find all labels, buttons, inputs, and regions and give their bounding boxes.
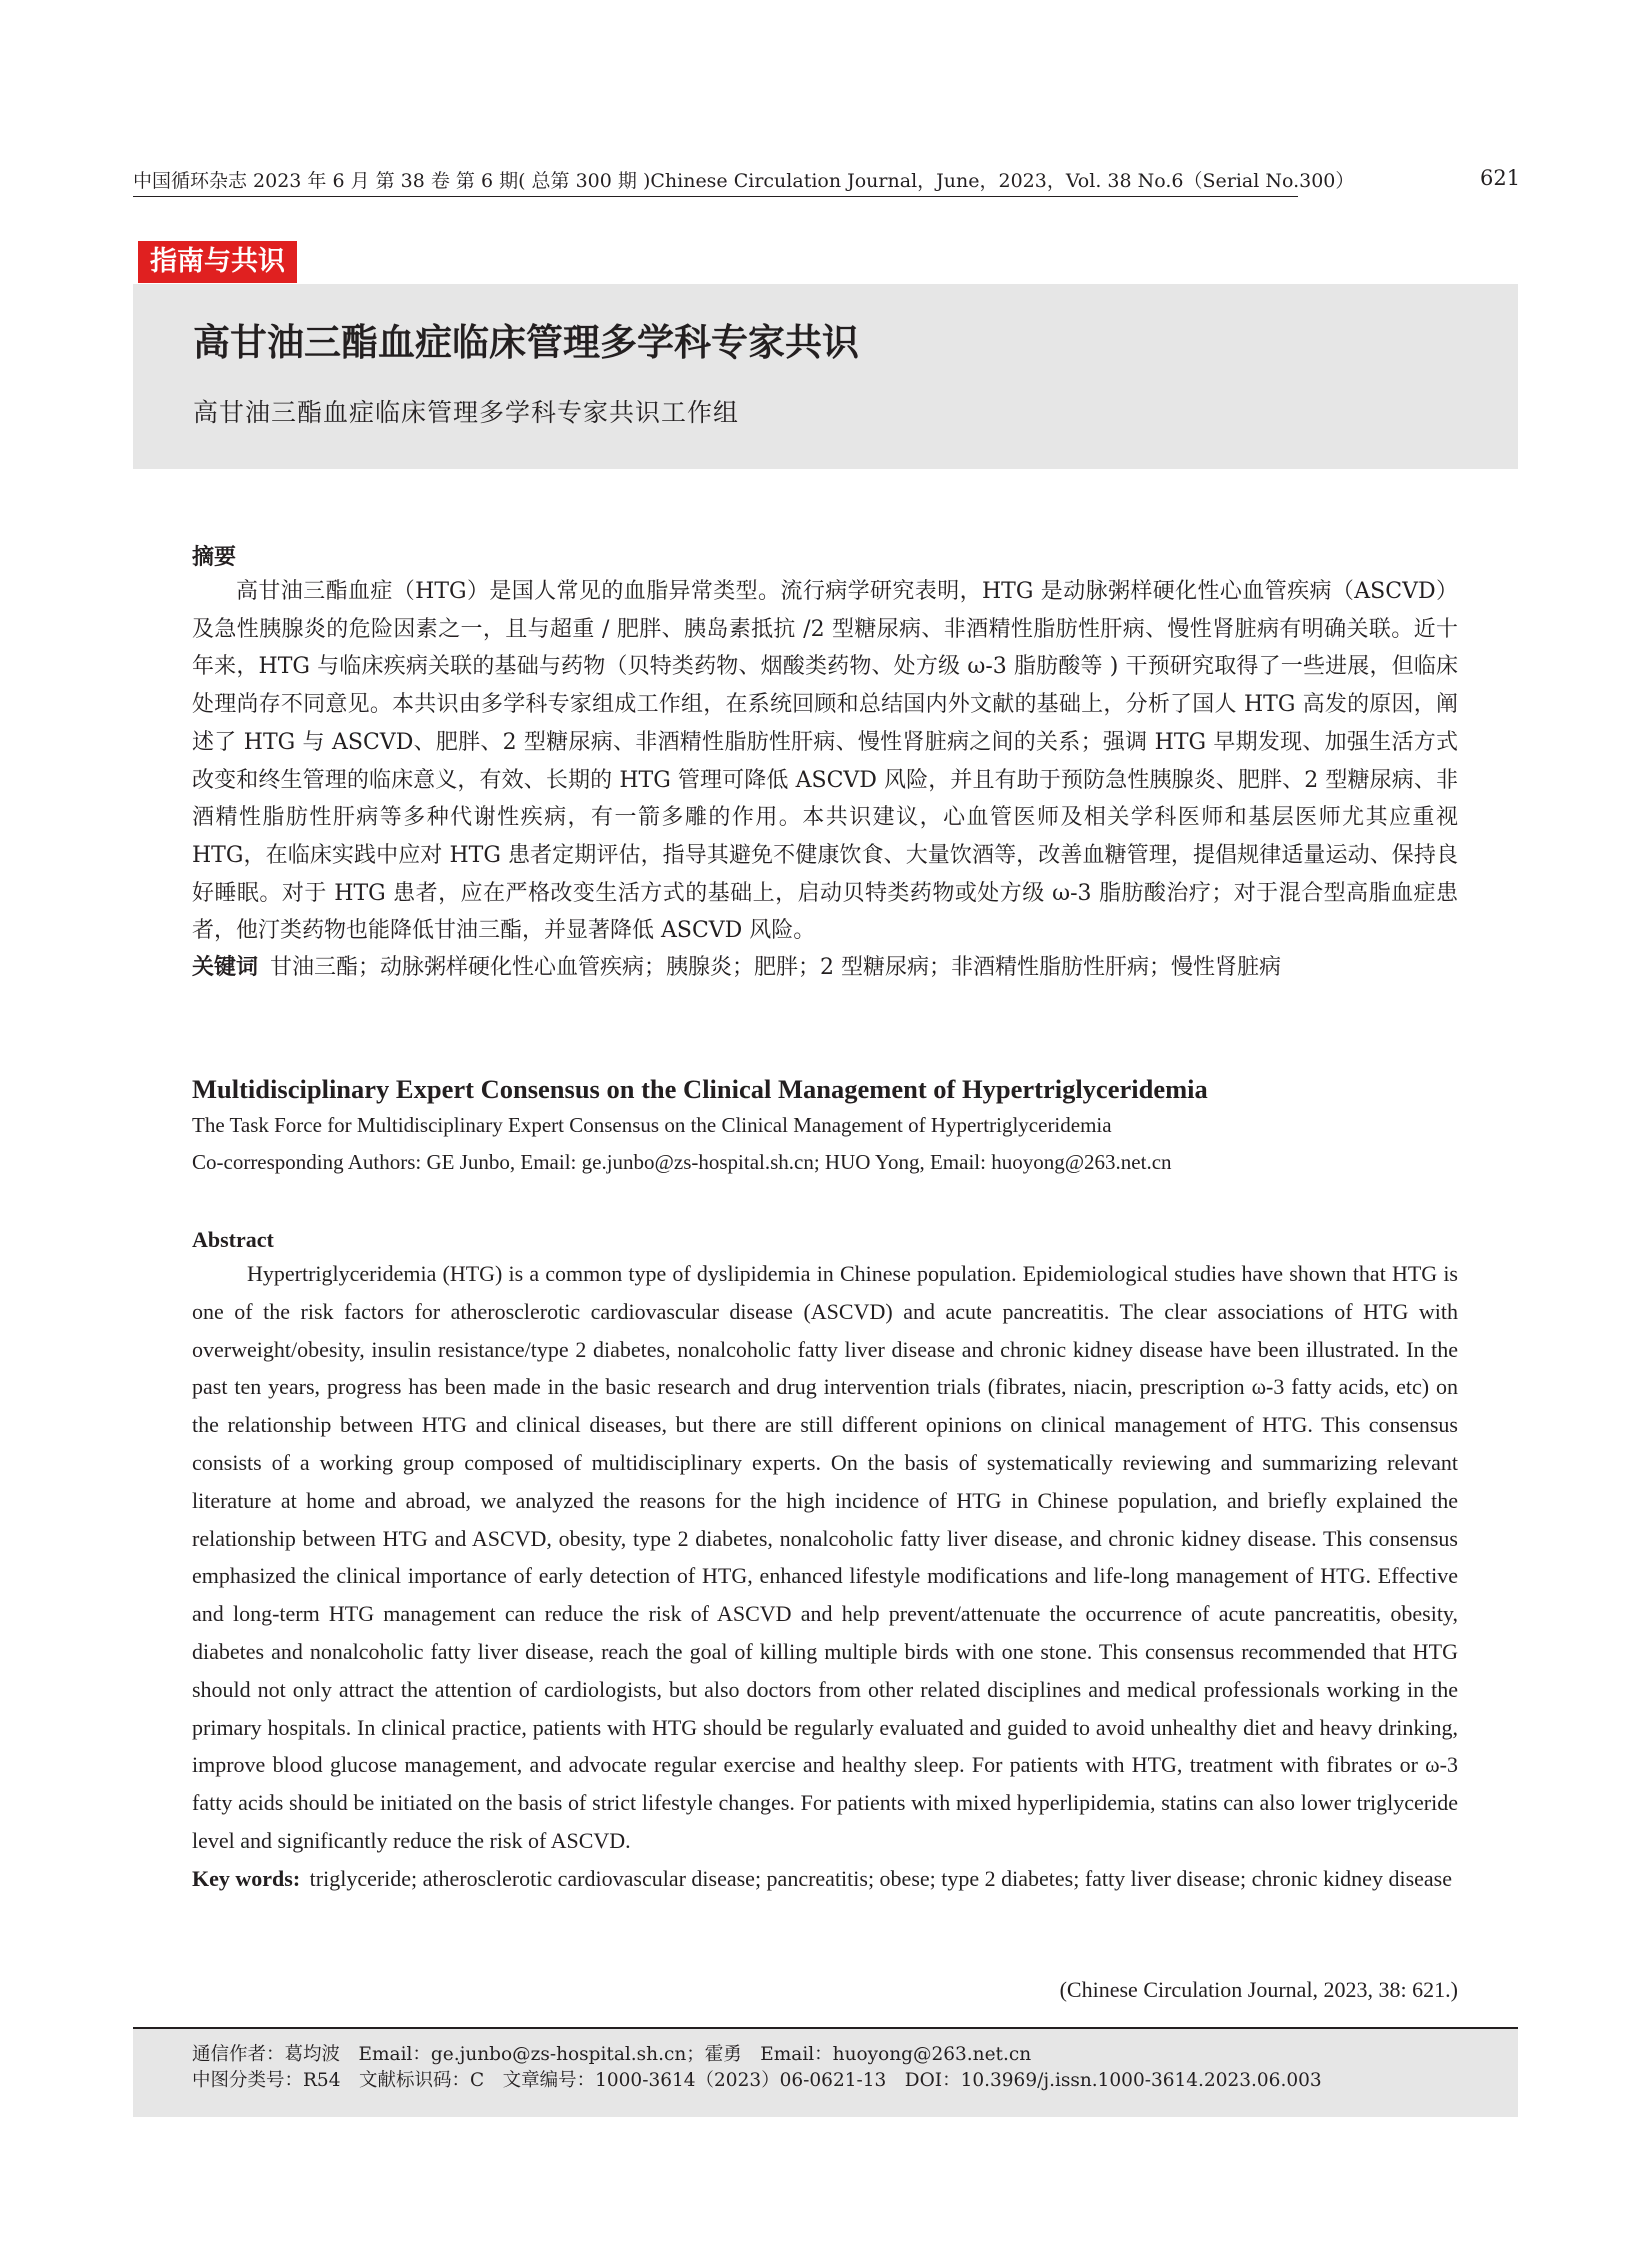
running-head: 中国循环杂志 2023 年 6 月 第 38 卷 第 6 期( 总第 300 期 )Chinese Circulation Journal，June，2023，Vol. 38 No.6（Serial No.300） [133, 168, 1298, 197]
article-title-cn: 高甘油三酯血症临床管理多学科专家共识 [193, 321, 859, 364]
abstract-en-text: Hypertriglyceridemia (HTG) is a common type of dyslipidemia in Chinese population. Epidemiological studies have shown that HTG is one of the risk factors for atherosclerotic cardiovascular disease (ASCVD) and acute pancreatitis. The clear associations of HTG with overweight/obesity, insulin resistance/type 2 diabetes, nonalcoholic fatty liver disease and chronic kidney disease have been illustrated. In the past ten years, progress has been made in the basic research and drug intervention trials (fibrates, niacin, prescription ω-3 fatty acids, etc) on the relationship between HTG and clinical diseases, but there are still different opinions on clinical management of HTG. This consensus consists of a working group composed of multidisciplinary experts. On the basis of systematically reviewing and summarizing relevant literature at home and abroad, we analyzed the reasons for the high incidence of HTG in Chinese population, and briefly explained the relationship between HTG and ASCVD, obesity, type 2 diabetes, nonalcoholic fatty liver disease, and chronic kidney disease. This consensus emphasized the clinical importance of early detection of HTG, enhanced lifestyle modifications and life-long management of HTG. Effective and long-term HTG management can reduce the risk of ASCVD and help prevent/attenuate the occurrence of acute pancreatitis, obesity, diabetes and nonalcoholic fatty liver disease, reach the goal of killing multiple birds with one stone. This consensus recommended that HTG should not only attract the attention of cardiologists, but also doctors from other related disciplines and medical professionals working in the primary hospitals. In clinical practice, patients with HTG should be regularly evaluated and guided to avoid unhealthy diet and heavy drinking, improve blood glucose management, and advocate regular exercise and healthy sleep. For patients with HTG, treatment with fibrates or ω-3 fatty acids should be initiated on the basis of strict lifestyle changes. For patients with mixed hyperlipidemia, statins can also lower triglyceride level and significantly reduce the risk of ASCVD. [192, 1261, 1458, 1853]
keywords-en-label: Key words: [192, 1865, 301, 1891]
keywords-en-text: triglyceride; atherosclerotic cardiovascular disease; pancreatitis; obese; type 2 diabetes; fatty liver disease; chronic kidney disease [309, 1865, 1452, 1891]
corresponding-authors-en: Co-corresponding Authors: GE Junbo, Email: ge.junbo@zs-hospital.sh.cn; HUO Yong, Email: huoyong@263.net.cn [192, 1150, 1172, 1174]
abstract-en-section [192, 1225, 1458, 1898]
page-number: 621 [1480, 166, 1521, 190]
footer-classification: 中图分类号：R54 文献标识码：C 文章编号：1000-3614（2023）06-0621-13 DOI：10.3969/j.issn.1000-3614.2023.06.003 [192, 2070, 1322, 2091]
abstract-en-label: Abstract [192, 1227, 274, 1252]
footer-corresponding: 通信作者：葛均波 Email：ge.junbo@zs-hospital.sh.cn；霍勇 Email：huoyong@263.net.cn [192, 2044, 1032, 2065]
keywords-cn-text: 甘油三酯；动脉粥样硬化性心血管疾病；胰腺炎；肥胖；2 型糖尿病；非酒精性脂肪性肝病；慢性肾脏病 [270, 955, 1282, 981]
article-title-en: Multidisciplinary Expert Consensus on the Clinical Management of Hypertriglyceridemia [192, 1074, 1208, 1104]
section-tag: 指南与共识 [138, 241, 297, 283]
citation: (Chinese Circulation Journal, 2023, 38: 621.) [1059, 1977, 1458, 2002]
keywords-cn-label: 关键词 [192, 955, 259, 981]
task-force-en: The Task Force for Multidisciplinary Expert Consensus on the Clinical Management of Hypertriglyceridemia [192, 1113, 1112, 1137]
abstract-cn-section [192, 543, 1458, 985]
abstract-cn-text: 高甘油三酯血症（HTG）是国人常见的血脂异常类型。流行病学研究表明，HTG 是动脉粥样硬化性心血管疾病（ASCVD）及急性胰腺炎的危险因素之一，且与超重 / 肥胖、胰岛素抵抗 /2 型糖尿病、非酒精性脂肪性肝病、慢性肾脏病有明确关联。近十年来，HTG 与临床疾病关联的基础与药物（贝特类药物、烟酸类药物、处方级 ω-3 脂肪酸等 ) 干预研究取得了一些进展，但临床处理尚存不同意见。本共识由多学科专家组成工作组，在系统回顾和总结国内外文献的基础上，分析了国人 HTG 高发的原因，阐述了 HTG 与 ASCVD、肥胖、2 型糖尿病、非酒精性脂肪性肝病、慢性肾脏病之间的关系；强调 HTG 早期发现、加强生活方式改变和终生管理的临床意义，有效、长期的 HTG 管理可降低 ASCVD 风险，并且有助于预防急性胰腺炎、肥胖、2 型糖尿病、非酒精性脂肪性肝病等多种代谢性疾病，有一箭多雕的作用。本共识建议，心血管医师及相关学科医师和基层医师尤其应重视 HTG，在临床实践中应对 HTG 患者定期评估，指导其避免不健康饮食、大量饮酒等，改善血糖管理，提倡规律适量运动、保持良好睡眠。对于 HTG 患者，应在严格改变生活方式的基础上，启动贝特类药物或处方级 ω-3 脂肪酸治疗；对于混合型高脂血症患者，他汀类药物也能降低甘油三酯，并显著降低 ASCVD 风险。 [192, 579, 1458, 944]
author-group-cn: 高甘油三酯血症临床管理多学科专家共识工作组 [193, 398, 740, 427]
keywords-en [192, 1860, 1458, 1898]
abstract-cn-label: 摘要 [192, 545, 237, 570]
english-header [192, 1071, 1458, 1181]
footer-box [133, 2027, 1518, 2117]
keywords-cn [192, 951, 1458, 985]
title-box [133, 284, 1518, 469]
